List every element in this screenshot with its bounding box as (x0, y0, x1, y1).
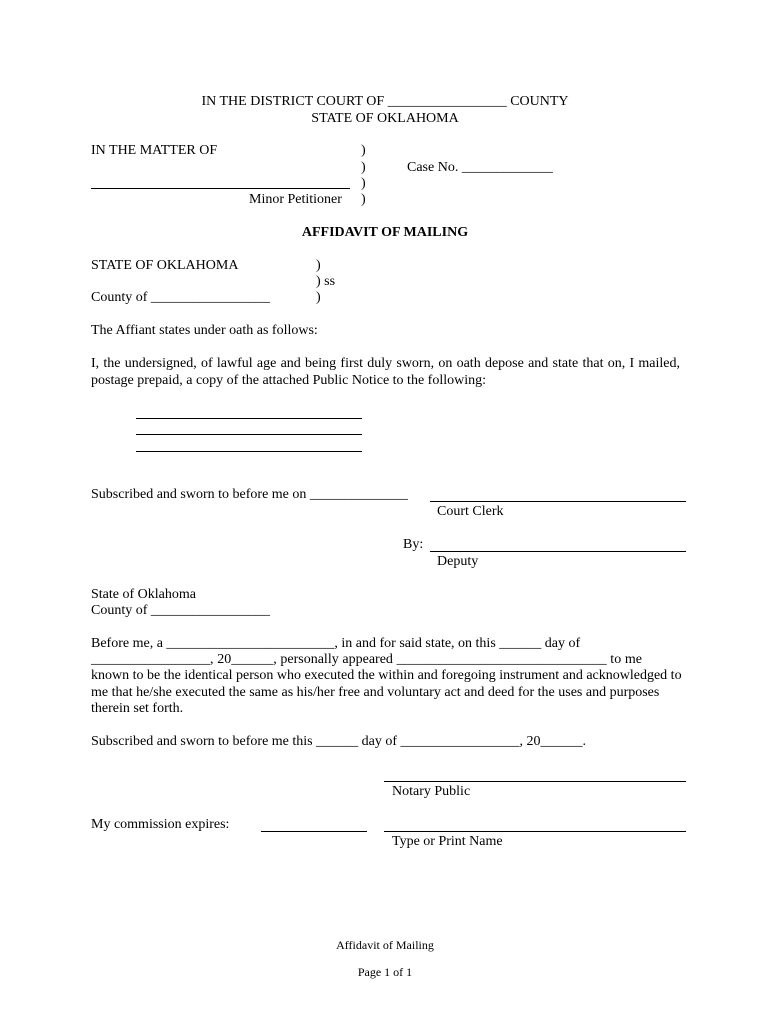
court-heading: IN THE DISTRICT COURT OF _________________ COUNTY (201, 94, 569, 109)
document-title: AFFIDAVIT OF MAILING (301, 225, 469, 240)
acknowledgment-line[interactable]: _________________, 20______, personally appeared ______________________________ to me (91, 652, 642, 667)
caption-paren: ) (361, 160, 366, 175)
venue-state: STATE OF OKLAHOMA (91, 258, 239, 273)
notary-venue-county-field[interactable]: County of _________________ (91, 603, 270, 618)
commission-label: My commission expires: (91, 817, 230, 832)
footer-document-name: Affidavit of Mailing (336, 938, 434, 952)
caption-paren: ) (361, 192, 366, 207)
caption-paren: ) (361, 176, 366, 191)
matter-label: IN THE MATTER OF (91, 143, 218, 158)
by-label: By: (403, 537, 424, 552)
recipient-line-1[interactable] (136, 418, 362, 419)
venue-paren: ) (316, 258, 321, 273)
commission-expiry-line[interactable] (261, 831, 367, 832)
print-name-line[interactable] (384, 831, 686, 832)
acknowledgment-line: me that he/she executed the same as his/her free and voluntary act and deed for the uses and purposes (91, 685, 660, 700)
acknowledgment-line: therein set forth. (91, 701, 184, 716)
court-clerk-signature-line[interactable] (430, 501, 686, 502)
notary-venue-state: State of Oklahoma (91, 587, 196, 602)
case-number-field[interactable]: Case No. _____________ (407, 160, 553, 175)
recipient-line-3[interactable] (136, 451, 362, 452)
notary-signature-line[interactable] (384, 781, 686, 782)
recipient-line-2[interactable] (136, 434, 362, 435)
venue-paren: ) (316, 290, 321, 305)
acknowledgment-line[interactable]: Before me, a ________________________, in and for said state, on this ______ day of (91, 636, 581, 651)
caption-paren: ) (361, 143, 366, 158)
venue-county-field[interactable]: County of _________________ (91, 290, 270, 305)
acknowledgment-line: known to be the identical person who executed the within and foregoing instrument and acknowledged to (91, 668, 682, 683)
petitioner-name-line[interactable] (91, 188, 350, 189)
minor-petitioner-label: Minor Petitioner (249, 192, 342, 207)
court-clerk-label: Court Clerk (437, 504, 504, 519)
notary-public-label: Notary Public (392, 784, 471, 799)
deputy-signature-line[interactable] (430, 551, 686, 552)
venue-ss: ) ss (316, 274, 336, 289)
type-or-print-label: Type or Print Name (392, 834, 503, 849)
state-heading: STATE OF OKLAHOMA (311, 111, 459, 126)
statement-line: postage prepaid, a copy of the attached Public Notice to the following: (91, 373, 486, 388)
clerk-subscribed-field[interactable]: Subscribed and sworn to before me on ______________ (91, 487, 408, 502)
page-number: Page 1 of 1 (357, 965, 413, 979)
notary-subscribed-field[interactable]: Subscribed and sworn to before me this ______ day of _________________, 20______. (91, 734, 586, 749)
statement-line: I, the undersigned, of lawful age and being first duly sworn, on oath depose and state that on, I mailed, (91, 356, 680, 371)
affiant-intro: The Affiant states under oath as follows: (91, 323, 318, 338)
deputy-label: Deputy (437, 554, 479, 569)
